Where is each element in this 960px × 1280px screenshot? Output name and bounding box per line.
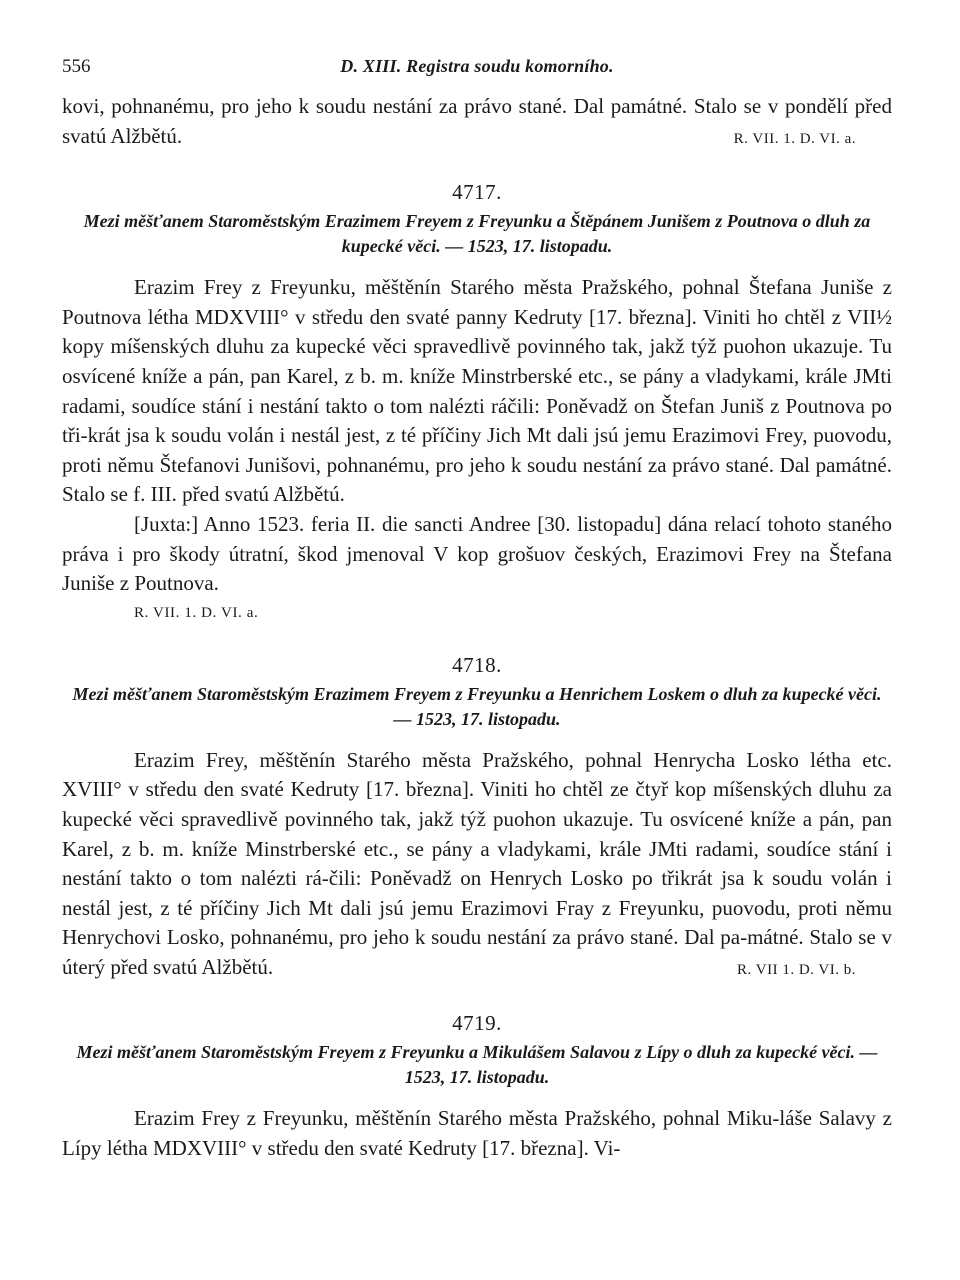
entry-4717 [62, 180, 892, 627]
entry-heading: Mezi měšťanem Staroměstským Erazimem Freyem z Freyunku a Henrichem Loskem o dluh za kupecké věci. — 1523, 17. listopadu. [72, 683, 882, 729]
entry-heading: Mezi měšťanem Staroměstským Freyem z Freyunku a Mikulášem Salavou z Lípy o dluh za kupecké věci. — 1523, 17. listopadu. [76, 1042, 878, 1088]
entry-number: 4718. [452, 652, 502, 677]
entry-paragraph [62, 746, 892, 983]
entry-number: 4719. [452, 1011, 502, 1036]
entry-ref: R. VII 1. D. VI. b. [737, 961, 856, 978]
intro-block [62, 92, 892, 154]
intro-text: kovi, pohnanému, pro jeho k soudu nestání za právo stané. Dal památné. Stalo se v pondělí před svatú Alžbětú. [62, 94, 892, 148]
entry-4719 [62, 1011, 892, 1163]
entry-paragraph: Erazim Frey z Freyunku, měštěnín Starého města Pražského, pohnal Miku-láše Salavy z Lípy létha MDXVIII° v středu den svaté Kedruty [17. března]. Vi- [62, 1106, 892, 1161]
entry-4718 [62, 653, 892, 986]
intro-ref: R. VII. 1. D. VI. a. [733, 130, 856, 147]
entry-paragraph: Erazim Frey z Freyunku, měštěnín Starého města Pražského, pohnal Štefana Juniše z Poutnova létha MDXVIII° v středu den svaté panny Kedruty [17. března]. Viniti ho chtěl z VII½ kopy míšenských dluhu za kupecké věci spravedlivě povinného tak, jakž týž puohon ukazuje. Tu osvícené kníže a pán, pan Karel, z b. m. kníže Minstrberské etc., se pány a vladykami, krále JMti radami, soudíce stání i nestání takto o tom nalézti ráčili: Poněvadž on Štefan Juniš z Poutnova po tři-krát jsa k soudu volán i nestál jest, z té příčiny Jich Mt dali jsú jemu Erazimovi Frey, puovodu, proti němu Štefanovi Junišovi, pohnanému, pro jeho k soudu nestání za právo stané. Dal památné. Stalo se f. III. před svatú Alžbětú. [62, 275, 892, 507]
entry-heading: Mezi měšťanem Staroměstským Erazimem Freyem z Freyunku a Štěpánem Junišem z Poutnova o dluh za kupecké věci. — 1523, 17. listopadu. [83, 211, 871, 257]
entry-number: 4717. [452, 180, 502, 205]
document-page [62, 56, 892, 1164]
running-title: D. XIII. Registra soudu komorního. [340, 56, 614, 76]
page-number: 556 [62, 56, 91, 77]
entry-relation-paragraph: [Juxta:] Anno 1523. feria II. die sancti Andree [30. listopadu] dána relací tohoto staného práva i pro škody útratní, škod jmenoval V kop grošuov českých, Erazimovi Frey na Štefana Juniše z Poutnova. [62, 511, 892, 596]
entry-paragraph-text: Erazim Frey, měštěnín Starého města Pražského, pohnal Henrycha Losko létha etc. XVIII° v středu den svaté Kedruty [17. března]. Viniti ho chtěl ze čtyř kop míšenských dluhu za kupecké věci spravedlivě povinného tak, jakž týž puohon ukazuje. Tu osvícené kníže a pán, pan Karel, z b. m. kníže Minstrberské etc., se pány a vladykami, krále JMti radami, soudíce stání i nestání takto o tom nalézti rá-čili: Poněvadž on Henrych Losko po třikrát jsa k soudu volán i nestál jest, z té příčiny Jich Mt dali jsú jemu Erazimovi Fray z Freyunku, puovodu, proti němu Henrychovi Losko, pohnanému, pro jeho k soudu nestání za právo stané. Dal pa-mátné. Stalo se v úterý před svatú Alžbětú. [62, 747, 892, 979]
entry-ref: R. VII. 1. D. VI. a. [134, 604, 259, 621]
intro-paragraph [62, 92, 892, 151]
running-head [62, 56, 892, 92]
